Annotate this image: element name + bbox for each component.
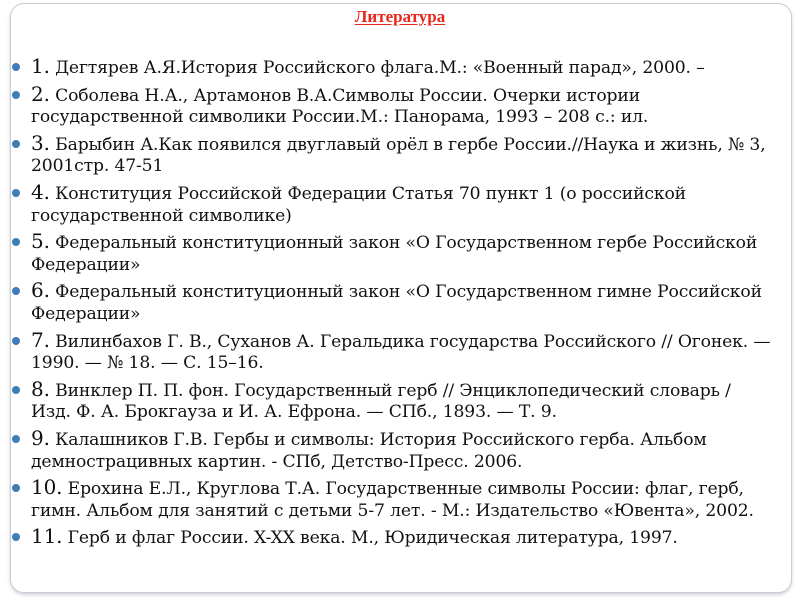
item-text: Ерохина Е.Л., Круглова Т.А. Государственные символы России: флаг, герб, гимн. Альбом для занятий с детьми 5-7 лет. - М.: Издательство «Ювента», 2002.: [31, 479, 754, 521]
list-item: [31, 280, 773, 325]
item-number: 2.: [31, 81, 50, 106]
list-item: [31, 477, 773, 522]
bibliography-list: [31, 56, 773, 554]
bullet-icon: [12, 435, 20, 443]
item-number: 9.: [31, 426, 50, 450]
item-number: 6.: [31, 278, 50, 303]
item-number: 10.: [31, 475, 63, 500]
item-text: Федеральный конституционный закон «О Государственном гимне Российской Федерации»: [31, 282, 762, 324]
bullet-icon: [12, 337, 20, 345]
item-text: Дегтярев А.Я.История Российского флага.М.: «Военный парад», 2000. –: [49, 58, 705, 78]
item-text: Вилинбахов Г. В., Суханов А. Геральдика государства Российского // Огонек. — 1990. — № 18. — С. 15–16.: [31, 331, 771, 374]
item-number: 5.: [31, 229, 50, 254]
item-text: Барыбин А.Как появился двуглавый орёл в гербе России.//Наука и жизнь, № 3, 2001стр. 47-51: [31, 134, 766, 177]
item-number: 3.: [31, 130, 50, 155]
list-item: [31, 428, 773, 473]
item-number: 8.: [31, 376, 50, 401]
item-text: Герб и флаг России. X-XX века. М., Юридическая литература, 1997.: [62, 528, 678, 549]
item-text: Винклер П. П. фон. Государственный герб // Энциклопедический словарь / Изд. Ф. А. Брокгауза и И. А. Ефрона. — СПб., 1893. — Т. 9.: [31, 380, 731, 423]
item-text: Конституция Российской Федерации Статья 70 пункт 1 (о российской государственной символике): [31, 184, 686, 226]
list-item: [31, 376, 773, 424]
bullet-icon: [12, 140, 20, 148]
page-title: Литература: [354, 7, 446, 26]
list-item: [31, 526, 773, 550]
list-item: [31, 327, 773, 375]
list-item: [31, 56, 773, 80]
list-item: [31, 182, 773, 227]
item-number: 7.: [31, 327, 50, 352]
bullet-icon: [12, 386, 20, 394]
list-item: [31, 231, 773, 276]
bullet-icon: [12, 91, 20, 99]
bullet-icon: [12, 189, 20, 197]
list-item: [31, 81, 773, 129]
item-number: 11.: [31, 524, 63, 549]
list-item: [31, 130, 773, 178]
item-text: Соболева Н.А., Артамонов В.А.Символы России. Очерки истории государственной символики России.М.: Панорама, 1993 – 208 с.: ил.: [31, 85, 649, 128]
item-text: Калашников Г.В. Гербы и символы: История Российского герба. Альбом демнострацивных картин. - СПб, Детство-Пресс. 2006.: [31, 430, 707, 472]
item-number: 4.: [31, 180, 50, 205]
bullet-icon: [12, 63, 20, 71]
item-text: Федеральный конституционный закон «О Государственном гербе Российской Федерации»: [31, 233, 758, 275]
item-number: 1.: [31, 54, 50, 78]
